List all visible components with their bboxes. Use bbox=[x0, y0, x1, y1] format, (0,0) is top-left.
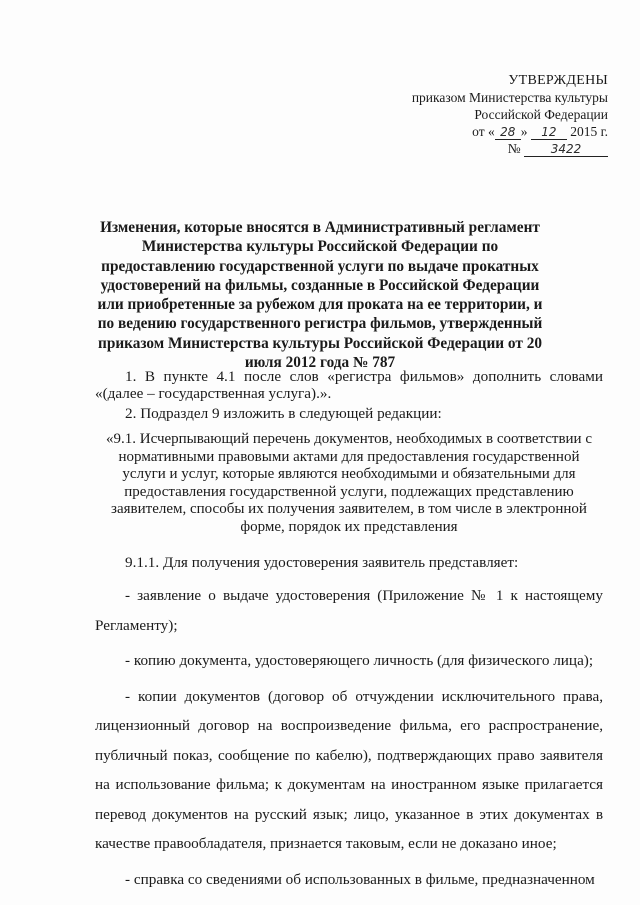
document-title: Изменения, которые вносятся в Административный регламент Министерства культуры Российской Федерации по предоставлению государственной услуги по выдаче прокатных удостоверений на фильмы, созданные в Российской Федерации или приобретенные за рубежом для проката на ее территории, и по ведению государственного регистра фильмов, утвержденный приказом Министерства культуры Российской Федерации от 20 июля 2012 года № 787 bbox=[97, 219, 543, 372]
date-year: 2015 г. bbox=[570, 124, 608, 139]
date-prefix: от « bbox=[472, 124, 495, 139]
paragraph-9-1-1: 9.1.1. Для получения удостоверения заявитель представляет: bbox=[125, 554, 519, 571]
approval-line-2: Российской Федерации bbox=[474, 107, 608, 122]
list-item: - справка со сведениями об использованных в фильме, предназначенном bbox=[125, 870, 595, 888]
list-item: - копии документов (договор об отчуждении исключительного права, лицензионный договор на воспроизведение фильма, его распространение, публичный показ, сообщение по кабелю), подтверждающих право заявителя на использование фильма; к документам на иностранном языке прилагается перевод документов на русский язык; лицо, указанное в этих документах в качестве правообладателя, признается таковым, если не доказано иное; bbox=[95, 687, 603, 852]
approval-title: УТВЕРЖДЕНЫ bbox=[508, 73, 608, 88]
order-number: 3422 bbox=[524, 142, 608, 157]
approval-number bbox=[378, 140, 608, 157]
quoted-section-heading: «9.1. Исчерпывающий перечень документов, необходимых в соответствии с нормативными правовыми актами для предоставления государственной услуги и услуг, которые являются необходимыми и обязательными для предоставления государственной услуги, подлежащих представлению заявителем, способы их получения заявителем, в том числе в электронной форме, порядок их представления bbox=[106, 431, 592, 535]
date-day: 28 bbox=[495, 125, 521, 140]
document-body bbox=[95, 368, 603, 894]
number-prefix: № bbox=[507, 141, 521, 156]
date-month: 12 bbox=[531, 125, 567, 140]
approval-stamp bbox=[378, 72, 608, 157]
list-item: - копию документа, удостоверяющего личность (для физического лица); bbox=[125, 652, 594, 669]
paragraph-1: 1. В пункте 4.1 после слов «регистра фильмов» дополнить словами «(далее – государственная услуга).». bbox=[95, 368, 603, 402]
paragraph-2: 2. Подраздел 9 изложить в следующей редакции: bbox=[125, 405, 442, 422]
approval-date: от « 28 » 12 2015 г. bbox=[472, 124, 608, 139]
list-item: - заявление о выдаче удостоверения (Приложение № 1 к настоящему Регламенту); bbox=[95, 587, 603, 634]
approval-line-1: приказом Министерства культуры bbox=[411, 90, 608, 105]
